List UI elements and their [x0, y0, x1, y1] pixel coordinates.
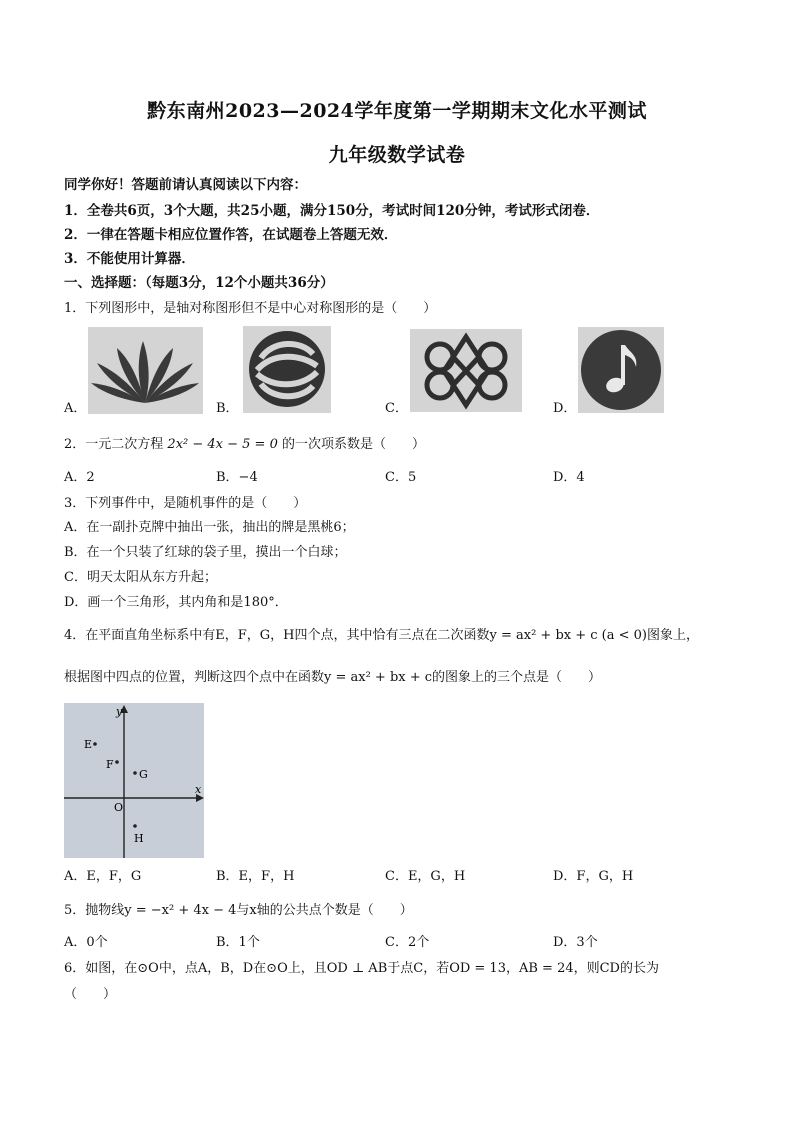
q5-option-d: D．3个	[553, 935, 598, 950]
instruction-item-3: 3．不能使用计算器．	[64, 251, 195, 267]
q2-stem-pre: 2．一元二次方程	[64, 437, 164, 452]
x-axis-label: x	[195, 783, 202, 796]
q1-option-b-label: B．	[216, 401, 239, 416]
q3-option-c: C．明天太阳从东方升起；	[64, 570, 217, 585]
point-h	[133, 824, 137, 828]
q6-stem-line-2: （ ）	[64, 987, 117, 1002]
q3-stem: 3．下列事件中，是随机事件的是（ ）	[64, 496, 307, 511]
instructions-greeting: 同学你好！答题前请认真阅读以下内容：	[64, 177, 307, 193]
point-f	[115, 760, 119, 764]
point-e-label: E	[84, 738, 93, 751]
q5-option-b: B．1个	[216, 935, 260, 950]
q3-option-b: B．在一个只装了红球的袋子里，摸出一个白球；	[64, 545, 347, 560]
q3-option-a: A．在一副扑克牌中抽出一张，抽出的牌是黑桃6；	[64, 520, 355, 535]
point-h-label: H	[134, 832, 144, 845]
q4-stem-line-2: 根据图中四点的位置，判断这四个点中在函数y = ax² + bx + c的图象上的三个点是（ ）	[64, 670, 602, 685]
point-g	[133, 771, 137, 775]
q2-stem	[64, 436, 425, 454]
section-1-heading: 一、选择题：（每题3分，12个小题共36分）	[64, 275, 334, 291]
q4-option-b: B．E，F，H	[216, 869, 295, 884]
point-f-label: F	[106, 758, 114, 771]
fan-logo-icon	[88, 327, 203, 414]
music-note-icon	[578, 327, 664, 413]
stripe-circle-logo-icon	[243, 326, 331, 413]
q6-stem-line-1: 6．如图，在⊙O中，点A，B，D在⊙O上，且OD ⊥ AB于点C，若OD = 13，AB = 24，则CD的长为	[64, 961, 659, 976]
origin-label: O	[114, 801, 124, 814]
exam-subtitle: 九年级数学试卷	[328, 144, 466, 166]
point-g-label: G	[139, 768, 148, 781]
chinese-knot-icon	[410, 329, 522, 412]
q5-option-a: A．0个	[64, 935, 108, 950]
q5-option-c: C．2个	[385, 935, 430, 950]
exam-title: 黔东南州2023—2024学年度第一学期期末文化水平测试	[147, 100, 647, 122]
q4-stem-line-1: 4．在平面直角坐标系中有E，F，G，H四个点，其中恰有三点在二次函数y = ax² + bx + c (a < 0)图象上，	[64, 628, 700, 643]
q4-option-a: A．E，F，G	[64, 869, 142, 884]
q4-option-c: C．E，G，H	[385, 869, 466, 884]
q5-stem: 5．抛物线y = −x² + 4x − 4与x轴的公共点个数是（ ）	[64, 903, 413, 918]
q2-equation: 2x² − 4x − 5 = 0	[167, 437, 278, 452]
q1-option-a-label: A．	[64, 401, 87, 416]
instruction-item-1: 1．全卷共6页，3个大题，共25小题，满分150分，考试时间120分钟，考试形式闭卷．	[64, 203, 600, 219]
point-e	[93, 742, 97, 746]
instruction-item-2: 2．一律在答题卡相应位置作答，在试题卷上答题无效．	[64, 227, 398, 243]
q2-option-b: B．−4	[216, 470, 258, 485]
q2-option-d: D．4	[553, 470, 585, 485]
q1-option-d-label: D．	[553, 401, 577, 416]
y-axis-label: y	[116, 705, 123, 718]
q2-option-a: A．2	[64, 470, 95, 485]
q2-option-c: C．5	[385, 470, 417, 485]
q4-coordinate-graph	[64, 703, 204, 858]
q3-option-d: D．画一个三角形，其内角和是180°．	[64, 595, 288, 610]
q4-option-d: D．F，G，H	[553, 869, 634, 884]
q2-stem-post: 的一次项系数是（ ）	[282, 437, 426, 452]
q1-stem: 1．下列图形中，是轴对称图形但不是中心对称图形的是（ ）	[64, 301, 437, 316]
q1-option-c-label: C．	[385, 401, 408, 416]
